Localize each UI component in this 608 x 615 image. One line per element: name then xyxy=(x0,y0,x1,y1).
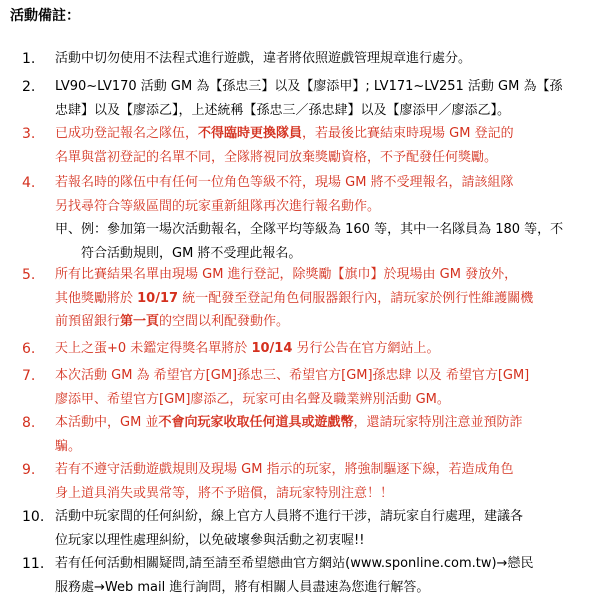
note-text: 所有比賽結果名單由現場 GM 進行登記，除獎勵【旗巾】於現場由 GM 發放外， xyxy=(55,267,518,282)
note-line xyxy=(55,337,440,361)
note-text: 忠肆】以及【廖添乙】，上述統稱【孫忠三／孫忠肆】以及【廖添甲／廖添乙】。 xyxy=(55,102,511,118)
note-line xyxy=(55,195,380,219)
note-line xyxy=(55,287,533,311)
note-text: 身上道具消失或異常等，將不予賠償，請玩家特別注意！！ xyxy=(55,485,394,501)
note-text: 活動中玩家間的任何糾紛，線上官方人員將不進行干涉，請玩家自行處理，建議各 xyxy=(55,509,524,524)
note-emphasis: 不會向玩家收取任何道具或遊戲幣 xyxy=(158,415,354,430)
note-text: 天上之蛋+0 未鑑定得獎名單將於 xyxy=(55,341,252,356)
note-text: 本次活動 GM 為 希望官方[GM]孫忠三、希望官方[GM]孫忠肆 以及 希望官方[GM] xyxy=(55,368,530,383)
note-text: 位玩家以理性處理糾紛，以免破壞參與活動之初衷喔!! xyxy=(55,532,365,548)
note-text: 前預留銀行 xyxy=(55,314,121,329)
note-line xyxy=(55,552,533,576)
note-line xyxy=(55,505,523,529)
note-text: 已成功登記報名之隊伍， xyxy=(55,126,199,141)
note-number: 3. xyxy=(22,126,36,142)
note-text: 名單與當初登記的名單不同，全隊將視同放棄獎勵資格，不予配發任何獎勵。 xyxy=(55,149,498,165)
page-title: 活動備註： xyxy=(10,8,80,24)
note-line xyxy=(55,99,510,123)
note-line xyxy=(55,435,81,459)
note-text: ，若最後比賽結束時現場 GM 登記的 xyxy=(302,126,514,141)
note-line xyxy=(55,310,289,334)
note-text: ，還請玩家特別注意並預防詐 xyxy=(353,415,523,430)
note-number: 1. xyxy=(22,51,36,67)
note-text: 若有不遵守活動遊戲規則及現場 GM 指示的玩家，將強制驅逐下線，若造成角色 xyxy=(55,462,514,477)
note-text: 統一配發至登記角色伺服器銀行內，請玩家於例行性維護關機 xyxy=(178,290,534,306)
note-line xyxy=(55,122,514,146)
note-number: 6. xyxy=(22,341,36,357)
note-emphasis: 不得臨時更換隊員 xyxy=(198,126,303,141)
note-text: 廖添甲、希望官方[GM]廖添乙，玩家可由名聲及職業辨別活動 GM。 xyxy=(55,391,450,407)
note-line xyxy=(55,576,429,600)
note-text: 若報名時的隊伍中有任何一位角色等級不符，現場 GM 將不受理報名，請該組隊 xyxy=(55,175,514,190)
note-line xyxy=(55,75,562,99)
note-line xyxy=(55,482,393,506)
note-text: 服務處→Web mail 進行詢問，將有相關人員盡速為您進行解答。 xyxy=(55,579,430,595)
note-text: 的空間以利配發動作。 xyxy=(159,314,290,329)
note-line xyxy=(55,146,497,170)
note-line xyxy=(55,242,301,266)
note-number: 5. xyxy=(22,267,36,283)
note-emphasis: 10/17 xyxy=(137,290,179,306)
note-number: 7. xyxy=(22,368,36,384)
note-text: 活動中切勿使用不法程式進行遊戲，違者將依照遊戲管理規章進行處分。 xyxy=(55,51,472,66)
note-number: 10. xyxy=(22,509,45,525)
note-number: 11. xyxy=(22,556,45,572)
note-line xyxy=(55,171,514,195)
note-line xyxy=(55,529,364,553)
note-number: 4. xyxy=(22,175,36,191)
note-line xyxy=(55,458,514,482)
note-text: 另行公告在官方網站上。 xyxy=(292,341,440,356)
note-line xyxy=(55,218,563,242)
note-number: 9. xyxy=(22,462,36,478)
note-emphasis: 10/14 xyxy=(251,341,293,356)
note-number: 8. xyxy=(22,415,36,431)
note-text: LV90~LV170 活動 GM 為【孫忠三】以及【廖添甲】; LV171~LV251 活動 GM 為【孫 xyxy=(55,79,563,94)
note-line xyxy=(55,47,471,71)
note-text: 本活動中，GM 並 xyxy=(55,415,159,430)
note-line xyxy=(55,388,450,412)
note-text: 其他獎勵將於 xyxy=(55,290,138,306)
note-text: 符合活動規則，GM 將不受理此報名。 xyxy=(55,245,302,261)
note-emphasis: 第一頁 xyxy=(120,314,160,329)
note-text: 甲、例：參加第一場次活動報名，全隊平均等級為 160 等，其中一名隊員為 180 等，不 xyxy=(55,222,564,237)
note-line xyxy=(55,263,517,287)
note-number: 2. xyxy=(22,79,36,95)
note-line xyxy=(55,411,522,435)
note-text: 若有任何活動相關疑問,請至請至希望戀曲官方網站(www.sponline.com.tw)→戀民 xyxy=(55,556,534,571)
note-line xyxy=(55,364,529,388)
note-text: 另找尋符合等級區間的玩家重新組隊再次進行報名動作。 xyxy=(55,198,381,214)
note-text: 騙。 xyxy=(55,438,82,454)
